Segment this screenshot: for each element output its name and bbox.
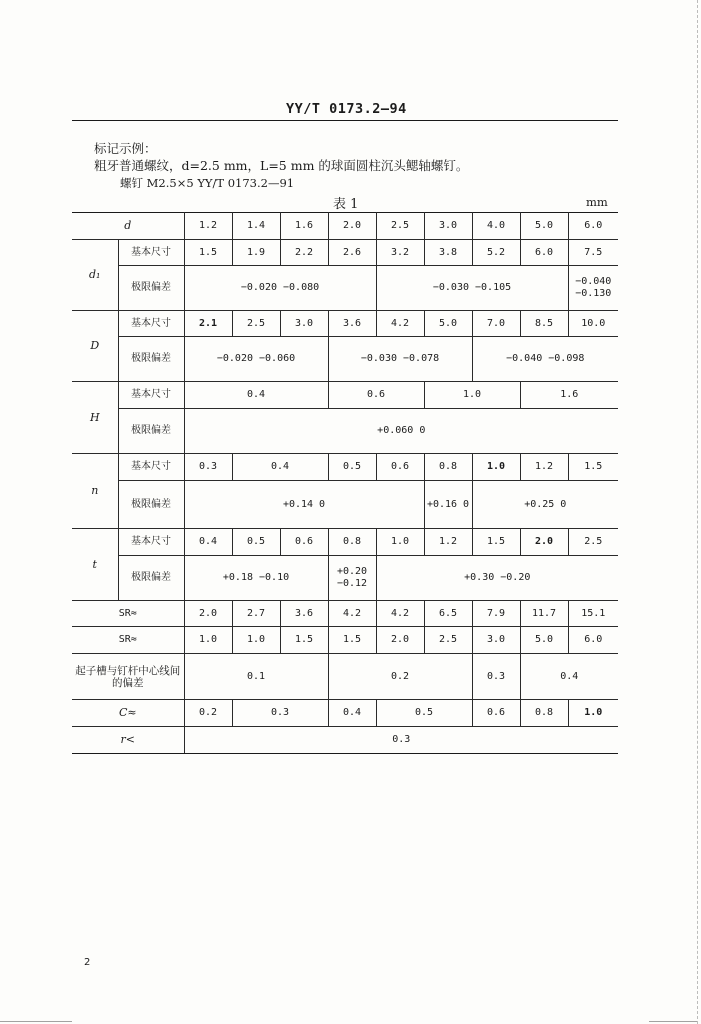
d1-tolerance: −0.040 −0.130	[568, 266, 618, 311]
standard-number-header: YY/T 0173.2—94	[286, 101, 407, 117]
D-basic-value: 7.0	[472, 311, 520, 337]
page-number: 2	[84, 957, 91, 968]
n-basic-value: 0.3	[184, 454, 232, 481]
table-row-D-basic	[72, 311, 618, 337]
d-value: 2.0	[328, 213, 376, 240]
d1-tolerance: −0.030 −0.105	[376, 266, 568, 311]
table-row-n-basic	[72, 454, 618, 481]
sr2-value: 2.5	[424, 627, 472, 654]
d1-basic-value: 6.0	[520, 240, 568, 266]
basic-size-label: 基本尺寸	[118, 311, 184, 337]
D-basic-value: 3.6	[328, 311, 376, 337]
D-tolerance: −0.040 −0.098	[472, 337, 618, 382]
table-row-t-basic	[72, 529, 618, 556]
t-basic-value: 0.5	[232, 529, 280, 556]
D-basic-value: 10.0	[568, 311, 618, 337]
d-value: 1.6	[280, 213, 328, 240]
table-row-slot-deviation	[72, 654, 618, 700]
sr1-value: 7.9	[472, 601, 520, 627]
table-row-H-basic	[72, 382, 618, 409]
d-value: 5.0	[520, 213, 568, 240]
d-value: 6.0	[568, 213, 618, 240]
sr2-value: 2.0	[376, 627, 424, 654]
row-label-d: d	[72, 213, 184, 240]
H-basic-value: 0.6	[328, 382, 424, 409]
D-basic-value: 5.0	[424, 311, 472, 337]
table-row-r	[72, 727, 618, 754]
C-value: 0.4	[328, 700, 376, 727]
table-row-sr1	[72, 601, 618, 627]
d-value: 4.0	[472, 213, 520, 240]
tolerance-label: 极限偏差	[118, 409, 184, 454]
n-basic-value: 1.0	[472, 454, 520, 481]
n-tolerance: +0.14 0	[184, 481, 424, 529]
tolerance-label: 极限偏差	[118, 337, 184, 382]
slot-deviation-value: 0.2	[328, 654, 472, 700]
D-tolerance: −0.030 −0.078	[328, 337, 472, 382]
H-tolerance: +0.060 0	[184, 409, 618, 454]
row-label-sr2: SR≈	[72, 627, 184, 654]
H-basic-value: 1.6	[520, 382, 618, 409]
sr1-value: 4.2	[376, 601, 424, 627]
C-value: 0.8	[520, 700, 568, 727]
d-value: 3.0	[424, 213, 472, 240]
t-basic-value: 1.0	[376, 529, 424, 556]
row-label-n: n	[72, 454, 118, 529]
d1-basic-value: 1.9	[232, 240, 280, 266]
row-label-slot-deviation: 起子槽与钉杆中心线间的偏差	[72, 654, 184, 700]
row-label-t: t	[72, 529, 118, 601]
D-basic-value: 3.0	[280, 311, 328, 337]
C-value: 0.3	[232, 700, 328, 727]
table-row-d	[72, 213, 618, 240]
d1-basic-value: 3.2	[376, 240, 424, 266]
n-basic-value: 0.6	[376, 454, 424, 481]
t-tolerance: +0.18 −0.10	[184, 556, 328, 601]
basic-size-label: 基本尺寸	[118, 240, 184, 266]
sr1-value: 2.7	[232, 601, 280, 627]
t-basic-value: 0.8	[328, 529, 376, 556]
basic-size-label: 基本尺寸	[118, 454, 184, 481]
d1-basic-value: 2.2	[280, 240, 328, 266]
t-basic-value: 2.0	[520, 529, 568, 556]
table-row-n-tolerance	[72, 481, 618, 529]
sr2-value: 3.0	[472, 627, 520, 654]
t-basic-value: 0.4	[184, 529, 232, 556]
scan-edge-line	[697, 0, 698, 1024]
n-basic-value: 0.8	[424, 454, 472, 481]
D-tolerance: −0.020 −0.060	[184, 337, 328, 382]
table-row-d1-tolerance	[72, 266, 618, 311]
t-basic-value: 1.5	[472, 529, 520, 556]
t-basic-value: 0.6	[280, 529, 328, 556]
sr1-value: 2.0	[184, 601, 232, 627]
r-value: 0.3	[184, 727, 618, 754]
scan-artifact-line	[649, 1021, 697, 1022]
sr1-value: 4.2	[328, 601, 376, 627]
row-label-d1: d₁	[72, 240, 118, 311]
D-basic-value: 4.2	[376, 311, 424, 337]
d1-basic-value: 5.2	[472, 240, 520, 266]
table-row-d1-basic	[72, 240, 618, 266]
table-row-sr2	[72, 627, 618, 654]
sr2-value: 1.0	[184, 627, 232, 654]
example-description: 粗牙普通螺纹，d=2.5 mm，L=5 mm 的球面圆柱沉头鳃轴螺钉。	[94, 158, 469, 173]
row-label-D: D	[72, 311, 118, 382]
slot-deviation-value: 0.4	[520, 654, 618, 700]
d1-basic-value: 1.5	[184, 240, 232, 266]
t-basic-value: 2.5	[568, 529, 618, 556]
table-row-H-tolerance	[72, 409, 618, 454]
sr2-value: 1.5	[280, 627, 328, 654]
table-row-D-tolerance	[72, 337, 618, 382]
n-basic-value: 1.2	[520, 454, 568, 481]
t-tolerance: +0.30 −0.20	[376, 556, 618, 601]
sr1-value: 15.1	[568, 601, 618, 627]
d1-basic-value: 3.8	[424, 240, 472, 266]
row-label-r: r<	[72, 727, 184, 754]
slot-deviation-value: 0.1	[184, 654, 328, 700]
C-value: 0.5	[376, 700, 472, 727]
C-value: 1.0	[568, 700, 618, 727]
sr1-value: 3.6	[280, 601, 328, 627]
table-row-C	[72, 700, 618, 727]
table-unit: mm	[586, 195, 608, 209]
sr2-value: 5.0	[520, 627, 568, 654]
example-marking: 螺钉 M2.5×5 YY/T 0173.2—91	[120, 176, 295, 190]
n-basic-value: 0.5	[328, 454, 376, 481]
row-label-H: H	[72, 382, 118, 454]
n-tolerance: +0.16 0	[424, 481, 472, 529]
d1-basic-value: 7.5	[568, 240, 618, 266]
tolerance-label: 极限偏差	[118, 556, 184, 601]
D-basic-value: 2.5	[232, 311, 280, 337]
d1-tolerance: −0.020 −0.080	[184, 266, 376, 311]
C-value: 0.2	[184, 700, 232, 727]
table-row-t-tolerance	[72, 556, 618, 601]
tolerance-label: 极限偏差	[118, 481, 184, 529]
sr1-value: 6.5	[424, 601, 472, 627]
basic-size-label: 基本尺寸	[118, 529, 184, 556]
d-value: 1.2	[184, 213, 232, 240]
D-basic-value: 2.1	[184, 311, 232, 337]
row-label-C: C≈	[72, 700, 184, 727]
sr2-value: 1.0	[232, 627, 280, 654]
dimension-table	[72, 212, 618, 754]
sr2-value: 6.0	[568, 627, 618, 654]
table-caption: 表 1	[333, 197, 359, 212]
d1-basic-value: 2.6	[328, 240, 376, 266]
C-value: 0.6	[472, 700, 520, 727]
n-tolerance: +0.25 0	[472, 481, 618, 529]
t-basic-value: 1.2	[424, 529, 472, 556]
sr1-value: 11.7	[520, 601, 568, 627]
header-rule	[72, 120, 618, 121]
example-heading: 标记示例：	[94, 141, 157, 156]
n-basic-value: 1.5	[568, 454, 618, 481]
n-basic-value: 0.4	[232, 454, 328, 481]
sr2-value: 1.5	[328, 627, 376, 654]
scan-artifact-line	[0, 1021, 72, 1022]
slot-deviation-value: 0.3	[472, 654, 520, 700]
tolerance-label: 极限偏差	[118, 266, 184, 311]
D-basic-value: 8.5	[520, 311, 568, 337]
row-label-sr1: SR≈	[72, 601, 184, 627]
d-value: 1.4	[232, 213, 280, 240]
d-value: 2.5	[376, 213, 424, 240]
t-tolerance: +0.20 −0.12	[328, 556, 376, 601]
H-basic-value: 0.4	[184, 382, 328, 409]
basic-size-label: 基本尺寸	[118, 382, 184, 409]
H-basic-value: 1.0	[424, 382, 520, 409]
